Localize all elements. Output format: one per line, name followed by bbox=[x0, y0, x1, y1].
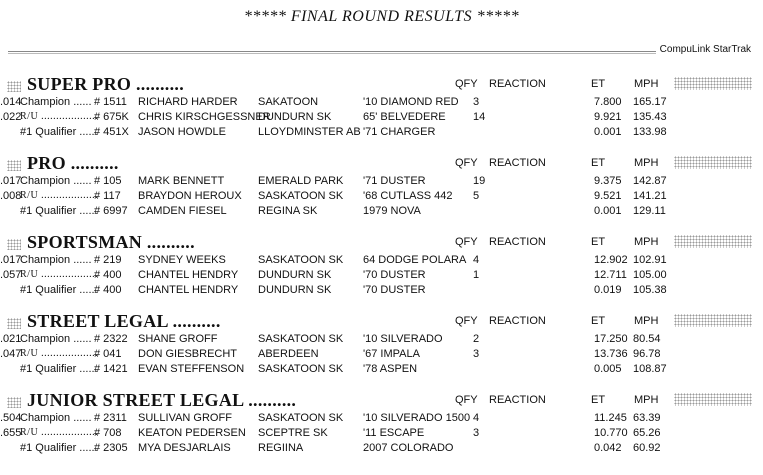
cell-mph: 105.00 bbox=[633, 269, 667, 281]
result-row bbox=[0, 348, 763, 363]
cell-mph: 102.91 bbox=[633, 254, 667, 266]
cell-city: LLOYDMINSTER AB bbox=[258, 126, 361, 138]
column-header-mph: MPH bbox=[634, 394, 659, 406]
cell-et: 7.800 bbox=[594, 96, 622, 108]
cell-mph: 105.38 bbox=[633, 284, 667, 296]
cell-name: SYDNEY WEEKS bbox=[138, 254, 226, 266]
cell-name: SULLIVAN GROFF bbox=[138, 412, 232, 424]
result-row bbox=[0, 96, 763, 111]
cell-num: # 1511 bbox=[94, 96, 127, 108]
cell-qfy: 19 bbox=[473, 175, 486, 187]
column-header-et: ET bbox=[591, 236, 606, 248]
cell-reaction: .057 bbox=[0, 269, 22, 281]
cell-car: 2007 COLORADO bbox=[363, 442, 454, 454]
class-title: PRO .......... bbox=[27, 153, 119, 173]
cell-num: # 6997 bbox=[94, 205, 128, 217]
cell-city: ABERDEEN bbox=[258, 348, 319, 360]
cell-et: 0.042 bbox=[594, 442, 622, 454]
cell-mph: 129.11 bbox=[633, 205, 666, 217]
column-header-et: ET bbox=[591, 315, 606, 327]
column-header-et: ET bbox=[591, 78, 606, 90]
cell-qfy: 3 bbox=[473, 348, 480, 360]
cell-city: REGIINA bbox=[258, 442, 304, 454]
cell-num: # 400 bbox=[94, 284, 122, 296]
cell-mph: 60.92 bbox=[633, 442, 661, 454]
cell-mph: 108.87 bbox=[633, 363, 667, 375]
cell-name: CHANTEL HENDRY bbox=[138, 269, 239, 281]
class-section bbox=[0, 311, 763, 391]
cell-city: DUNDURN SK bbox=[258, 284, 332, 296]
dot-pattern-icon bbox=[7, 160, 21, 171]
cell-reaction: .017 bbox=[0, 175, 22, 187]
class-section bbox=[0, 74, 763, 154]
cell-city: SASKATOON SK bbox=[258, 333, 344, 345]
brand-label: CompuLink StarTrak bbox=[656, 44, 753, 55]
cell-num: # 105 bbox=[94, 175, 122, 187]
cell-city: DUNDURN SK bbox=[258, 111, 332, 123]
cell-mph: 133.98 bbox=[633, 126, 667, 138]
cell-qfy: 3 bbox=[473, 427, 480, 439]
cell-et: 0.019 bbox=[594, 284, 622, 296]
dot-pattern-icon bbox=[674, 393, 752, 406]
column-header-reaction: REACTION bbox=[489, 236, 546, 248]
cell-et: 12.711 bbox=[594, 269, 627, 281]
cell-role: #1 Qualifier ...... bbox=[20, 126, 98, 138]
cell-qfy: 5 bbox=[473, 190, 480, 202]
cell-car: 64 DODGE POLARA bbox=[363, 254, 467, 266]
cell-et: 17.250 bbox=[594, 333, 628, 345]
cell-role: #1 Qualifier ...... bbox=[20, 442, 98, 454]
cell-et: 0.001 bbox=[594, 205, 622, 217]
cell-city: REGINA SK bbox=[258, 205, 318, 217]
cell-role: R/U ................... bbox=[20, 348, 99, 359]
cell-name: CHRIS KIRSCHGESSNER bbox=[138, 111, 271, 123]
cell-name: SHANE GROFF bbox=[138, 333, 218, 345]
result-row bbox=[0, 205, 763, 220]
class-title: SUPER PRO .......... bbox=[27, 74, 185, 94]
column-header-mph: MPH bbox=[634, 315, 659, 327]
cell-role: Champion ...... bbox=[20, 254, 92, 266]
cell-car: '71 CHARGER bbox=[363, 126, 436, 138]
dot-pattern-icon bbox=[7, 397, 21, 408]
cell-mph: 141.21 bbox=[633, 190, 667, 202]
cell-mph: 165.17 bbox=[633, 96, 667, 108]
result-row bbox=[0, 175, 763, 190]
cell-reaction: .655 bbox=[0, 427, 22, 439]
cell-car: '10 DIAMOND RED bbox=[363, 96, 459, 108]
cell-reaction: .047 bbox=[0, 348, 22, 360]
cell-name: DON GIESBRECHT bbox=[138, 348, 238, 360]
result-row bbox=[0, 333, 763, 348]
cell-et: 9.375 bbox=[594, 175, 622, 187]
cell-city: SASKATOON SK bbox=[258, 254, 344, 266]
cell-mph: 135.43 bbox=[633, 111, 667, 123]
result-row bbox=[0, 269, 763, 284]
column-header-reaction: REACTION bbox=[489, 315, 546, 327]
cell-role: Champion ...... bbox=[20, 175, 92, 187]
cell-num: # 2311 bbox=[94, 412, 127, 424]
class-title: JUNIOR STREET LEGAL .......... bbox=[27, 390, 297, 410]
cell-role: R/U ................... bbox=[20, 427, 99, 438]
result-row bbox=[0, 412, 763, 427]
cell-car: '67 IMPALA bbox=[363, 348, 420, 360]
result-row bbox=[0, 427, 763, 442]
class-section bbox=[0, 153, 763, 233]
cell-reaction: .017 bbox=[0, 254, 22, 266]
cell-et: 10.770 bbox=[594, 427, 628, 439]
result-row bbox=[0, 190, 763, 205]
column-header-reaction: REACTION bbox=[489, 394, 546, 406]
result-row bbox=[0, 363, 763, 378]
column-header-et: ET bbox=[591, 394, 606, 406]
column-header-qfy: QFY bbox=[455, 78, 478, 90]
dot-pattern-icon bbox=[674, 314, 752, 327]
cell-num: # 400 bbox=[94, 269, 122, 281]
cell-et: 9.521 bbox=[594, 190, 622, 202]
cell-role: #1 Qualifier ...... bbox=[20, 363, 98, 375]
cell-city: EMERALD PARK bbox=[258, 175, 344, 187]
cell-name: KEATON PEDERSEN bbox=[138, 427, 246, 439]
cell-car: '68 CUTLASS 442 bbox=[363, 190, 453, 202]
column-header-mph: MPH bbox=[634, 78, 659, 90]
dot-pattern-icon bbox=[7, 81, 21, 92]
cell-et: 0.001 bbox=[594, 126, 622, 138]
cell-role: Champion ...... bbox=[20, 333, 92, 345]
cell-num: # 2322 bbox=[94, 333, 128, 345]
result-row bbox=[0, 111, 763, 126]
cell-role: R/U ................... bbox=[20, 269, 99, 280]
cell-mph: 63.39 bbox=[633, 412, 661, 424]
cell-car: '11 ESCAPE bbox=[363, 427, 425, 439]
page-title: ***** FINAL ROUND RESULTS ***** bbox=[243, 8, 520, 25]
class-section bbox=[0, 232, 763, 312]
cell-num: # 708 bbox=[94, 427, 122, 439]
cell-city: SASKATOON SK bbox=[258, 412, 344, 424]
cell-et: 11.245 bbox=[594, 412, 627, 424]
cell-name: CHANTEL HENDRY bbox=[138, 284, 239, 296]
cell-car: '70 DUSTER bbox=[363, 284, 426, 296]
cell-city: DUNDURN SK bbox=[258, 269, 332, 281]
column-header-qfy: QFY bbox=[455, 315, 478, 327]
column-header-mph: MPH bbox=[634, 236, 659, 248]
cell-num: # 1421 bbox=[94, 363, 128, 375]
cell-num: # 451X bbox=[94, 126, 129, 138]
column-header-reaction: REACTION bbox=[489, 157, 546, 169]
dot-pattern-icon bbox=[7, 239, 21, 250]
column-header-qfy: QFY bbox=[455, 157, 478, 169]
cell-city: SCEPTRE SK bbox=[258, 427, 328, 439]
cell-num: # 675K bbox=[94, 111, 129, 123]
cell-car: '10 SILVERADO bbox=[363, 333, 443, 345]
cell-et: 0.005 bbox=[594, 363, 622, 375]
cell-et: 9.921 bbox=[594, 111, 622, 123]
cell-qfy: 14 bbox=[473, 111, 486, 123]
result-row bbox=[0, 254, 763, 269]
cell-reaction: .014 bbox=[0, 96, 22, 108]
cell-car: '70 DUSTER bbox=[363, 269, 426, 281]
cell-name: MYA DESJARLAIS bbox=[138, 442, 231, 454]
dot-pattern-icon bbox=[674, 77, 752, 90]
cell-name: EVAN STEFFENSON bbox=[138, 363, 245, 375]
cell-role: R/U ................... bbox=[20, 111, 99, 122]
cell-car: 1979 NOVA bbox=[363, 205, 421, 217]
cell-role: #1 Qualifier ...... bbox=[20, 205, 98, 217]
result-row bbox=[0, 284, 763, 299]
cell-et: 13.736 bbox=[594, 348, 628, 360]
dot-pattern-icon bbox=[674, 156, 752, 169]
cell-role: #1 Qualifier ...... bbox=[20, 284, 98, 296]
class-section bbox=[0, 390, 763, 470]
cell-name: RICHARD HARDER bbox=[138, 96, 238, 108]
cell-mph: 96.78 bbox=[633, 348, 661, 360]
result-row bbox=[0, 442, 763, 457]
header-divider bbox=[8, 51, 753, 54]
cell-role: R/U ................... bbox=[20, 190, 99, 201]
cell-num: # 117 bbox=[94, 190, 121, 202]
cell-reaction: .022 bbox=[0, 111, 22, 123]
cell-reaction: .008 bbox=[0, 190, 22, 202]
cell-qfy: 3 bbox=[473, 96, 480, 108]
cell-name: JASON HOWDLE bbox=[138, 126, 227, 138]
result-row bbox=[0, 126, 763, 141]
cell-num: # 041 bbox=[94, 348, 122, 360]
cell-name: MARK BENNETT bbox=[138, 175, 225, 187]
cell-car: '78 ASPEN bbox=[363, 363, 418, 375]
cell-role: Champion ...... bbox=[20, 412, 92, 424]
cell-car: '71 DUSTER bbox=[363, 175, 426, 187]
class-title: SPORTSMAN .......... bbox=[27, 232, 195, 252]
cell-reaction: .021 bbox=[0, 333, 22, 345]
column-header-qfy: QFY bbox=[455, 236, 478, 248]
class-title: STREET LEGAL .......... bbox=[27, 311, 221, 331]
cell-reaction: .504 bbox=[0, 412, 22, 424]
cell-car: 65' BELVEDERE bbox=[363, 111, 446, 123]
cell-name: BRAYDON HEROUX bbox=[138, 190, 242, 202]
column-header-mph: MPH bbox=[634, 157, 659, 169]
cell-city: SASKATOON SK bbox=[258, 363, 344, 375]
cell-mph: 65.26 bbox=[633, 427, 661, 439]
dot-pattern-icon bbox=[674, 235, 752, 248]
cell-num: # 2305 bbox=[94, 442, 128, 454]
cell-qfy: 2 bbox=[473, 333, 480, 345]
column-header-qfy: QFY bbox=[455, 394, 478, 406]
cell-name: CAMDEN FIESEL bbox=[138, 205, 227, 217]
cell-qfy: 4 bbox=[473, 412, 480, 424]
cell-mph: 142.87 bbox=[633, 175, 667, 187]
cell-city: SAKATOON bbox=[258, 96, 319, 108]
cell-car: '10 SILVERADO 1500 bbox=[363, 412, 471, 424]
cell-num: # 219 bbox=[94, 254, 122, 266]
cell-role: Champion ...... bbox=[20, 96, 92, 108]
cell-qfy: 4 bbox=[473, 254, 480, 266]
cell-mph: 80.54 bbox=[633, 333, 661, 345]
cell-et: 12.902 bbox=[594, 254, 628, 266]
cell-qfy: 1 bbox=[473, 269, 480, 281]
dot-pattern-icon bbox=[7, 318, 21, 329]
cell-city: SASKATOON SK bbox=[258, 190, 344, 202]
column-header-reaction: REACTION bbox=[489, 78, 546, 90]
column-header-et: ET bbox=[591, 157, 606, 169]
